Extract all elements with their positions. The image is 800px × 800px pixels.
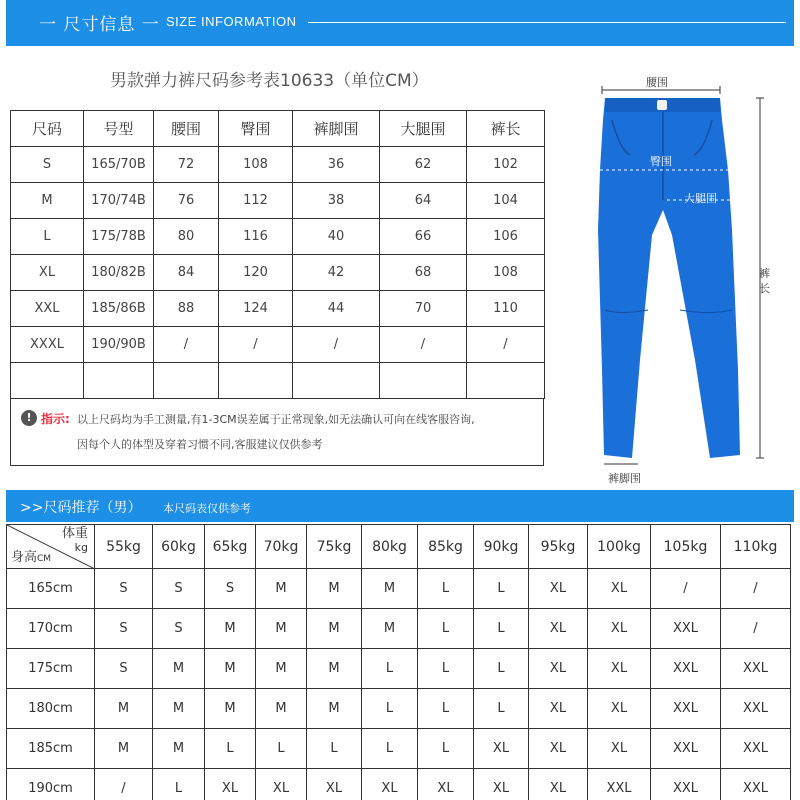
size-note xyxy=(10,398,544,466)
size-chart-cell xyxy=(11,363,84,399)
height-cell: 165cm xyxy=(7,569,95,609)
recommend-size-cell: L xyxy=(153,769,205,800)
recommend-size-cell: L xyxy=(362,649,418,689)
size-chart-cell: L xyxy=(11,219,84,255)
size-chart-cell: / xyxy=(467,327,545,363)
recommend-size-cell: M xyxy=(256,569,307,609)
recommend-size-cell: L xyxy=(205,729,256,769)
weight-header-cell: 100kg xyxy=(588,525,651,569)
size-chart-table xyxy=(10,110,545,399)
size-chart-cell xyxy=(467,363,545,399)
size-chart-cell: / xyxy=(293,327,380,363)
size-chart-cell: 80 xyxy=(154,219,219,255)
recommend-subtitle: 本尺码表仅供参考 xyxy=(163,502,251,515)
height-cell: 180cm xyxy=(7,689,95,729)
size-chart-cell: 180/82B xyxy=(84,255,154,291)
header-cell: 大腿围 xyxy=(380,111,467,147)
size-chart-cell: M xyxy=(11,183,84,219)
weight-header-cell: 70kg xyxy=(256,525,307,569)
size-chart-cell: XL xyxy=(11,255,84,291)
recommend-size-cell: XXL xyxy=(651,609,721,649)
recommend-size-cell: XXL xyxy=(721,649,791,689)
weight-axis-label: 体重 kg xyxy=(61,526,88,554)
recommend-size-cell: M xyxy=(256,609,307,649)
recommend-size-cell: L xyxy=(418,689,474,729)
recommend-size-cell: S xyxy=(95,569,153,609)
recommend-row xyxy=(7,729,791,769)
header-cell: 裤长 xyxy=(467,111,545,147)
banner-title-en: SIZE INFORMATION xyxy=(166,14,297,29)
recommend-size-cell: L xyxy=(474,689,529,729)
size-chart-cell: 102 xyxy=(467,147,545,183)
size-chart-cell: / xyxy=(154,327,219,363)
recommend-row xyxy=(7,569,791,609)
recommend-size-cell: XXL xyxy=(651,689,721,729)
pants-illustration xyxy=(560,60,790,490)
recommend-size-cell: M xyxy=(307,569,362,609)
recommend-size-cell: L xyxy=(418,649,474,689)
recommend-size-cell: L xyxy=(307,729,362,769)
size-chart-cell: 44 xyxy=(293,291,380,327)
size-chart-cell: 88 xyxy=(154,291,219,327)
recommend-size-cell: M xyxy=(153,689,205,729)
height-cell: 185cm xyxy=(7,729,95,769)
weight-header-cell: 55kg xyxy=(95,525,153,569)
size-chart-cell: 116 xyxy=(219,219,293,255)
size-recommend-table xyxy=(6,524,791,800)
size-chart-cell: 112 xyxy=(219,183,293,219)
size-chart-row xyxy=(11,219,545,255)
header-cell: 臀围 xyxy=(219,111,293,147)
recommend-size-cell: XL xyxy=(588,569,651,609)
size-chart-cell: 38 xyxy=(293,183,380,219)
recommend-size-cell: XL xyxy=(588,649,651,689)
header-cell: 裤脚围 xyxy=(293,111,380,147)
recommend-size-cell: / xyxy=(721,569,791,609)
size-chart-cell: 70 xyxy=(380,291,467,327)
recommend-size-cell: M xyxy=(307,689,362,729)
recommend-size-cell: M xyxy=(205,649,256,689)
size-chart-row xyxy=(11,363,545,399)
size-chart-cell: / xyxy=(219,327,293,363)
recommend-size-cell: XL xyxy=(529,569,588,609)
recommend-row xyxy=(7,649,791,689)
recommend-size-cell: M xyxy=(362,569,418,609)
weight-header-cell: 75kg xyxy=(307,525,362,569)
recommend-size-cell: / xyxy=(721,609,791,649)
recommend-size-cell: XXL xyxy=(721,689,791,729)
size-chart-cell: 66 xyxy=(380,219,467,255)
recommend-size-cell: XL xyxy=(205,769,256,800)
recommend-size-cell: S xyxy=(153,609,205,649)
hem-label: 裤脚围 xyxy=(608,472,641,485)
size-chart-cell: XXXL xyxy=(11,327,84,363)
size-chart-cell: 185/86B xyxy=(84,291,154,327)
recommend-size-cell: L xyxy=(474,569,529,609)
size-chart-cell xyxy=(154,363,219,399)
recommend-size-cell: XL xyxy=(529,729,588,769)
recommend-size-cell: XL xyxy=(362,769,418,800)
recommend-size-cell: S xyxy=(205,569,256,609)
size-chart-cell: 72 xyxy=(154,147,219,183)
recommend-size-cell: XL xyxy=(474,769,529,800)
size-chart-cell xyxy=(293,363,380,399)
recommend-size-cell: S xyxy=(153,569,205,609)
recommend-size-cell: XL xyxy=(588,729,651,769)
recommend-size-cell: M xyxy=(307,609,362,649)
height-cell: 190cm xyxy=(7,769,95,800)
recommend-size-cell: M xyxy=(307,649,362,689)
recommend-size-cell: L xyxy=(474,649,529,689)
weight-header-cell: 105kg xyxy=(651,525,721,569)
size-chart-cell: 42 xyxy=(293,255,380,291)
recommend-size-cell: XL xyxy=(529,769,588,800)
recommend-size-cell: M xyxy=(256,649,307,689)
recommend-size-cell: XL xyxy=(588,609,651,649)
weight-header-cell: 95kg xyxy=(529,525,588,569)
waist-label: 腰围 xyxy=(646,76,668,89)
size-chart-cell: 106 xyxy=(467,219,545,255)
corner-cell xyxy=(7,525,95,569)
recommend-size-cell: S xyxy=(95,609,153,649)
recommend-size-cell: L xyxy=(474,609,529,649)
size-chart-cell: 40 xyxy=(293,219,380,255)
length-label-2: 长 xyxy=(759,282,770,295)
size-chart-row xyxy=(11,183,545,219)
recommend-size-cell: / xyxy=(95,769,153,800)
size-chart-cell: 165/70B xyxy=(84,147,154,183)
weight-header-cell: 85kg xyxy=(418,525,474,569)
recommend-size-cell: M xyxy=(153,649,205,689)
recommend-size-cell: L xyxy=(256,729,307,769)
size-chart-cell: S xyxy=(11,147,84,183)
recommend-size-cell: M xyxy=(362,609,418,649)
recommend-size-cell: M xyxy=(95,729,153,769)
recommend-size-cell: XL xyxy=(529,649,588,689)
recommend-row xyxy=(7,769,791,800)
weight-header-cell: 110kg xyxy=(721,525,791,569)
recommend-size-cell: M xyxy=(205,609,256,649)
size-chart-row xyxy=(11,327,545,363)
header-cell: 尺码 xyxy=(11,111,84,147)
recommend-row xyxy=(7,609,791,649)
recommend-size-cell: M xyxy=(153,729,205,769)
recommend-size-cell: XXL xyxy=(588,769,651,800)
size-chart-row xyxy=(11,291,545,327)
recommend-size-cell: / xyxy=(651,569,721,609)
size-chart-cell: 62 xyxy=(380,147,467,183)
banner-divider xyxy=(308,22,786,23)
size-chart-cell: 36 xyxy=(293,147,380,183)
size-chart-cell: 110 xyxy=(467,291,545,327)
banner-title-cn: 一 尺寸信息 一 xyxy=(39,15,160,35)
recommend-size-cell: L xyxy=(418,729,474,769)
recommend-size-cell: XL xyxy=(529,689,588,729)
size-chart-cell: 108 xyxy=(467,255,545,291)
size-chart-cell: 68 xyxy=(380,255,467,291)
recommend-size-cell: XL xyxy=(256,769,307,800)
note-label: 指示: xyxy=(41,412,70,426)
height-cell: 175cm xyxy=(7,649,95,689)
recommend-size-cell: M xyxy=(256,689,307,729)
size-chart-row xyxy=(11,255,545,291)
size-chart-cell: 108 xyxy=(219,147,293,183)
recommend-size-cell: XXL xyxy=(721,769,791,800)
recommend-size-cell: XXL xyxy=(651,729,721,769)
recommend-size-cell: XL xyxy=(418,769,474,800)
weight-header-cell: 60kg xyxy=(153,525,205,569)
size-chart-cell: 104 xyxy=(467,183,545,219)
recommend-header-row xyxy=(7,525,791,569)
thigh-label: 大腿围 xyxy=(684,192,717,205)
size-chart-cell xyxy=(84,363,154,399)
recommend-row xyxy=(7,689,791,729)
size-recommend-banner xyxy=(6,490,794,522)
height-cell: 170cm xyxy=(7,609,95,649)
recommend-size-cell: XXL xyxy=(651,649,721,689)
recommend-size-cell: M xyxy=(95,689,153,729)
size-chart-cell: 170/74B xyxy=(84,183,154,219)
length-label-1: 裤 xyxy=(759,267,770,280)
recommend-size-cell: S xyxy=(95,649,153,689)
recommend-size-cell: XL xyxy=(474,729,529,769)
header-cell: 腰围 xyxy=(154,111,219,147)
size-chart-cell: XXL xyxy=(11,291,84,327)
recommend-title: >>尺码推荐（男） xyxy=(20,500,142,516)
weight-header-cell: 90kg xyxy=(474,525,529,569)
recommend-size-cell: M xyxy=(205,689,256,729)
note-text-line-2: 因每个人的体型及穿着习惯不同,客服建议仅供参考 xyxy=(77,438,323,451)
size-chart-cell: 124 xyxy=(219,291,293,327)
recommend-size-cell: L xyxy=(362,729,418,769)
size-chart-row xyxy=(11,147,545,183)
size-chart-title: 男款弹力裤尺码参考表10633（单位CM） xyxy=(110,71,429,91)
size-chart-cell: 64 xyxy=(380,183,467,219)
note-text-line-1: 以上尺码均为手工测量,有1-3CM误差属于正常现象,如无法确认可向在线客服咨询, xyxy=(77,413,475,426)
size-chart-header-row xyxy=(11,111,545,147)
size-chart-cell xyxy=(380,363,467,399)
recommend-size-cell: XXL xyxy=(721,729,791,769)
recommend-size-cell: L xyxy=(418,569,474,609)
recommend-size-cell: XXL xyxy=(651,769,721,800)
info-icon: ! xyxy=(21,410,37,426)
size-info-banner xyxy=(6,0,794,46)
recommend-size-cell: XL xyxy=(529,609,588,649)
recommend-size-cell: L xyxy=(362,689,418,729)
recommend-size-cell: L xyxy=(418,609,474,649)
hip-label: 臀围 xyxy=(650,155,672,168)
size-chart-cell xyxy=(219,363,293,399)
height-axis-label: 身高CM xyxy=(11,550,52,565)
size-chart-cell: / xyxy=(380,327,467,363)
recommend-size-cell: XL xyxy=(588,689,651,729)
pants-diagram xyxy=(560,60,790,490)
header-cell: 号型 xyxy=(84,111,154,147)
recommend-size-cell: XL xyxy=(307,769,362,800)
weight-header-cell: 80kg xyxy=(362,525,418,569)
size-chart-cell: 84 xyxy=(154,255,219,291)
size-chart-cell: 190/90B xyxy=(84,327,154,363)
size-chart-cell: 175/78B xyxy=(84,219,154,255)
weight-header-cell: 65kg xyxy=(205,525,256,569)
size-chart-cell: 120 xyxy=(219,255,293,291)
size-chart-cell: 76 xyxy=(154,183,219,219)
